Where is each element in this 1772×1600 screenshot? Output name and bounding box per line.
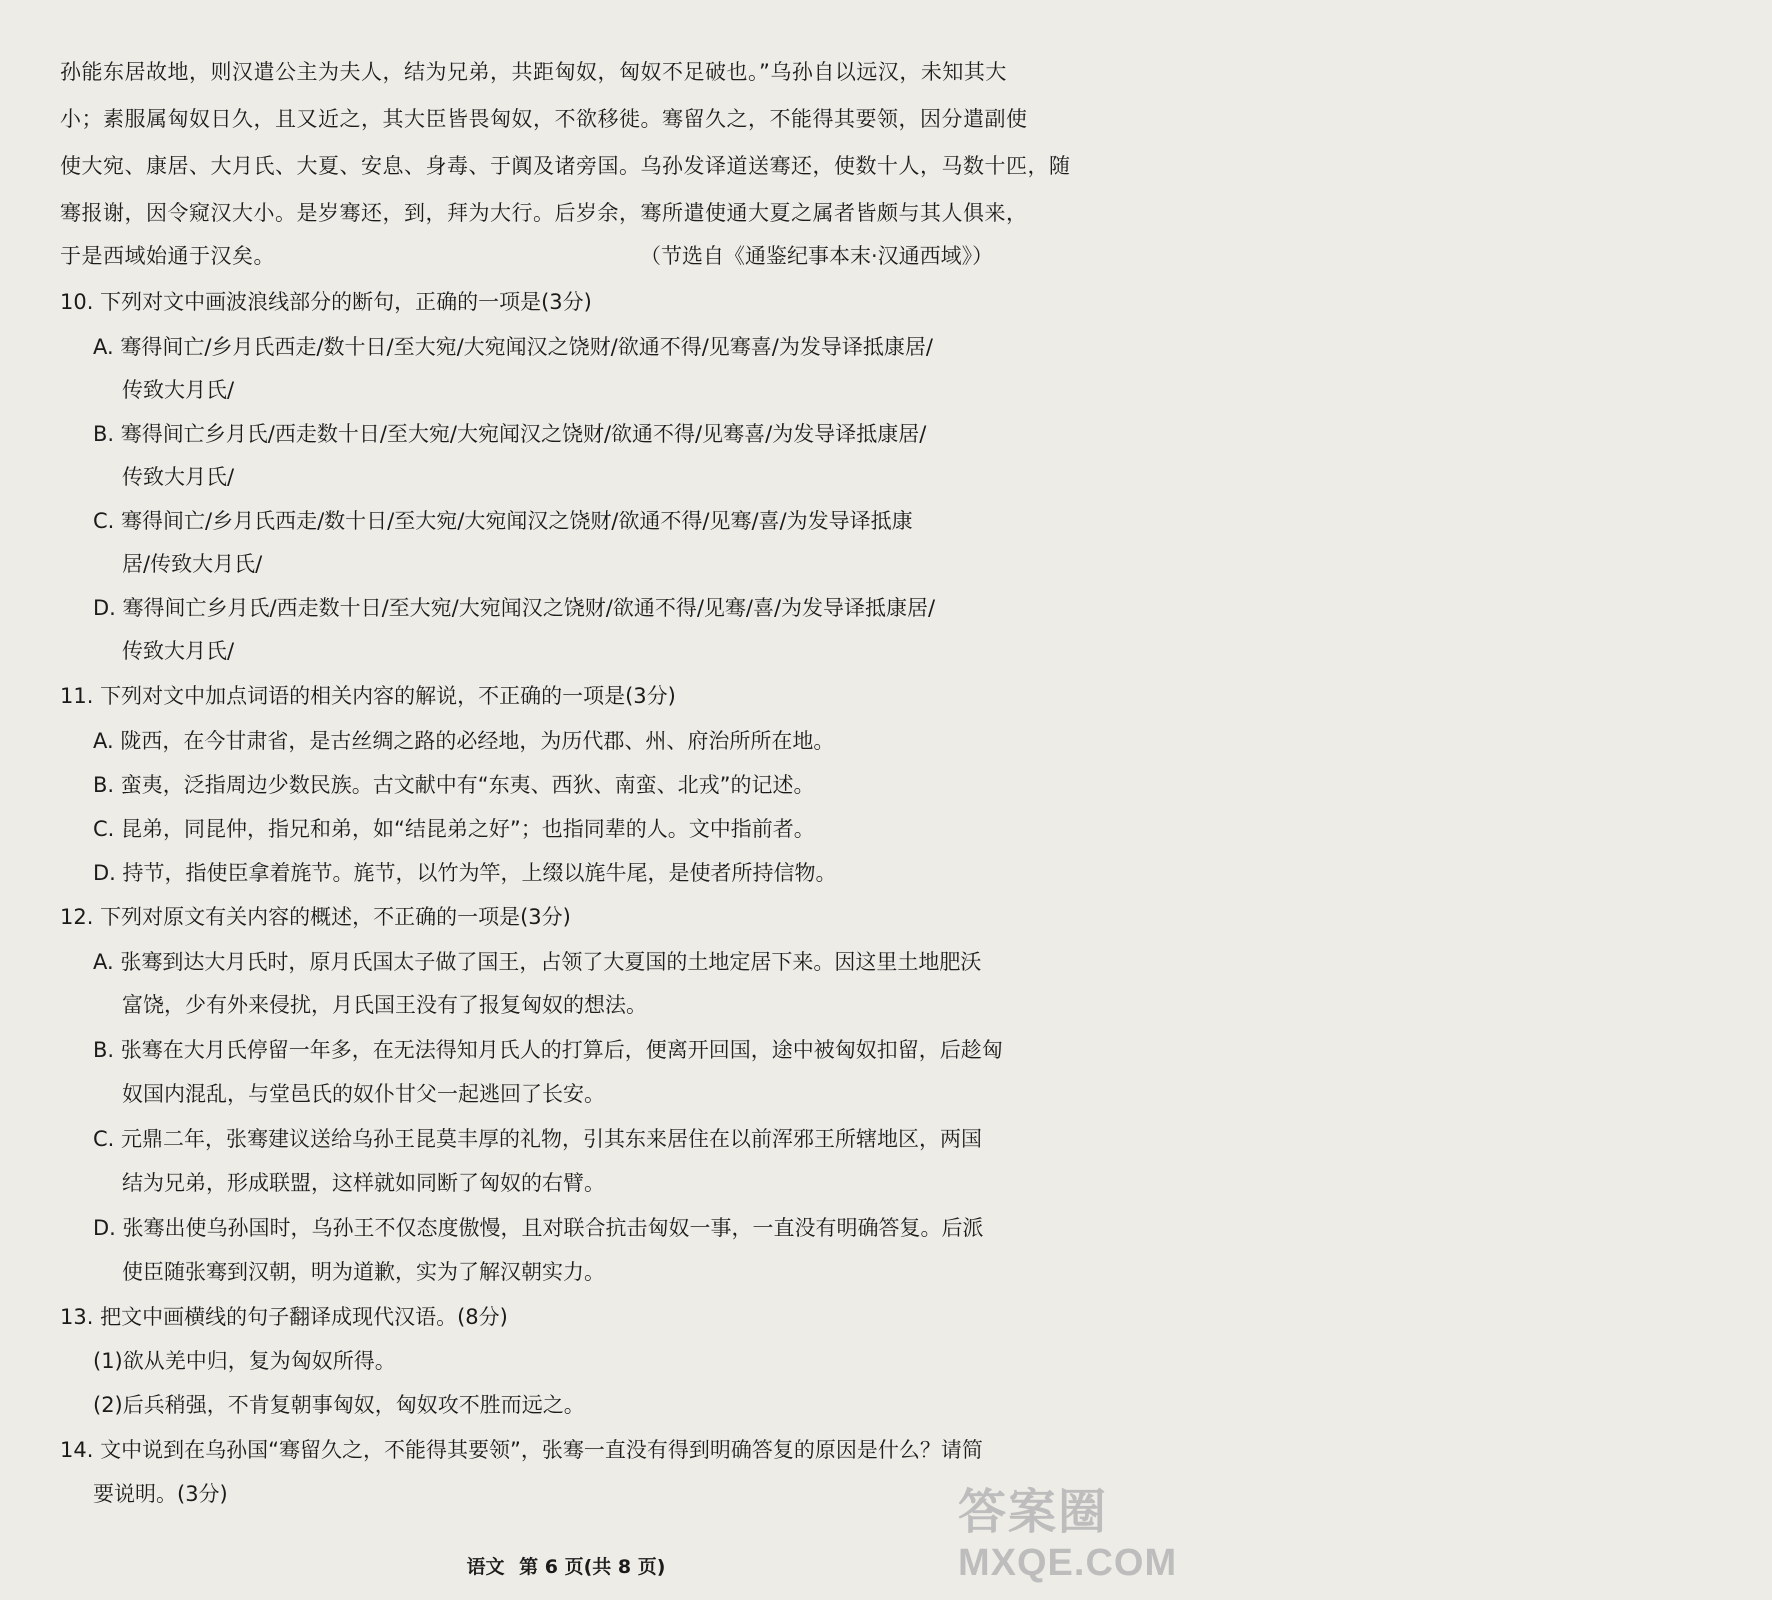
question-12-option-d: D. 张骞出使乌孙国时，乌孙王不仅态度傲慢，且对联合抗击匈奴一事，一直没有明确答复。后派 (93, 1216, 984, 1240)
question-10-option-b-cont: 传致大月氏/ (122, 465, 235, 489)
question-10-option-a-cont: 传致大月氏/ (122, 378, 235, 402)
question-12-option-c-cont: 结为兄弟，形成联盟，这样就如同断了匈奴的右臂。 (122, 1171, 605, 1195)
question-14-stem: 14. 文中说到在乌孙国“骞留久之，不能得其要领”，张骞一直没有得到明确答复的原因是什么？请简 (60, 1438, 983, 1462)
question-13-stem: 13. 把文中画横线的句子翻译成现代汉语。(8分) (60, 1305, 508, 1329)
question-10-option-a: A. 骞得间亡/乡月氏西走/数十日/至大宛/大宛闻汉之饶财/欲通不得/见骞喜/为发导译抵康居/ (93, 335, 933, 359)
passage-line: 骞报谢，因令窥汉大小。是岁骞还，到，拜为大行。后岁余，骞所遣使通大夏之属者皆颇与其人俱来， (60, 201, 1028, 225)
question-12-option-a: A. 张骞到达大月氏时，原月氏国太子做了国王，占领了大夏国的土地定居下来。因这里土地肥沃 (93, 950, 982, 974)
passage-source: （节选自《通鉴纪事本末·汉通西域》） (640, 244, 994, 268)
question-12-option-a-cont: 富饶，少有外来侵扰，月氏国王没有了报复匈奴的想法。 (122, 993, 647, 1017)
question-11-stem: 11. 下列对文中加点词语的相关内容的解说，不正确的一项是(3分) (60, 684, 676, 708)
passage-line: 孙能东居故地，则汉遣公主为夫人，结为兄弟，共距匈奴，匈奴不足破也。”乌孙自以远汉，未知其大 (60, 60, 1007, 84)
question-10-option-b: B. 骞得间亡乡月氏/西走数十日/至大宛/大宛闻汉之饶财/欲通不得/见骞喜/为发导译抵康居/ (93, 422, 927, 446)
question-14-stem-cont: 要说明。(3分) (93, 1482, 228, 1506)
question-10-option-d-cont: 传致大月氏/ (122, 639, 235, 663)
footer-subject: 语文 (466, 1556, 505, 1578)
question-12-option-b-cont: 奴国内混乱，与堂邑氏的奴仆甘父一起逃回了长安。 (122, 1082, 605, 1106)
question-10-stem: 10. 下列对文中画波浪线部分的断句，正确的一项是(3分) (60, 290, 592, 314)
footer-page-number: 第 6 页(共 8 页) (519, 1556, 666, 1578)
watermark-domain-text: MXQE.COM (958, 1542, 1178, 1584)
question-10-option-c: C. 骞得间亡/乡月氏西走/数十日/至大宛/大宛闻汉之饶财/欲通不得/见骞/喜/为发导译抵康 (93, 509, 913, 533)
watermark-logo-text: 答案圈 (958, 1484, 1109, 1540)
question-13-sentence-1: (1)欲从羌中归，复为匈奴所得。 (93, 1349, 396, 1373)
question-10-option-c-cont: 居/传致大月氏/ (122, 552, 263, 576)
passage-line: 于是西域始通于汉矣。 (60, 244, 275, 268)
watermark-logo (958, 1484, 1178, 1596)
question-11-option-d: D. 持节，指使臣拿着旄节。旄节，以竹为竿，上缀以旄牛尾，是使者所持信物。 (93, 861, 837, 885)
question-12-option-d-cont: 使臣随张骞到汉朝，明为道歉，实为了解汉朝实力。 (122, 1260, 605, 1284)
question-12-stem: 12. 下列对原文有关内容的概述，不正确的一项是(3分) (60, 905, 571, 929)
question-13-sentence-2: (2)后兵稍强，不肯复朝事匈奴，匈奴攻不胜而远之。 (93, 1393, 585, 1417)
question-12-option-b: B. 张骞在大月氏停留一年多，在无法得知月氏人的打算后，便离开回国，途中被匈奴扣留，后趁匈 (93, 1038, 1003, 1062)
question-11-option-b: B. 蛮夷，泛指周边少数民族。古文献中有“东夷、西狄、南蛮、北戎”的记述。 (93, 773, 815, 797)
question-10-option-d: D. 骞得间亡乡月氏/西走数十日/至大宛/大宛闻汉之饶财/欲通不得/见骞/喜/为发导译抵康居/ (93, 596, 936, 620)
passage-line: 使大宛、康居、大月氏、大夏、安息、身毒、于阗及诸旁国。乌孙发译道送骞还，使数十人，马数十匹，随 (60, 154, 1071, 178)
passage-line: 小；素服属匈奴日久，且又近之，其大臣皆畏匈奴，不欲移徙。骞留久之，不能得其要领，因分遣副使 (60, 107, 1028, 131)
question-11-option-a: A. 陇西，在今甘肃省，是古丝绸之路的必经地，为历代郡、州、府治所所在地。 (93, 729, 835, 753)
question-11-option-c: C. 昆弟，同昆仲，指兄和弟，如“结昆弟之好”；也指同辈的人。文中指前者。 (93, 817, 815, 841)
question-12-option-c: C. 元鼎二年，张骞建议送给乌孙王昆莫丰厚的礼物，引其东来居住在以前浑邪王所辖地区，两国 (93, 1127, 983, 1151)
